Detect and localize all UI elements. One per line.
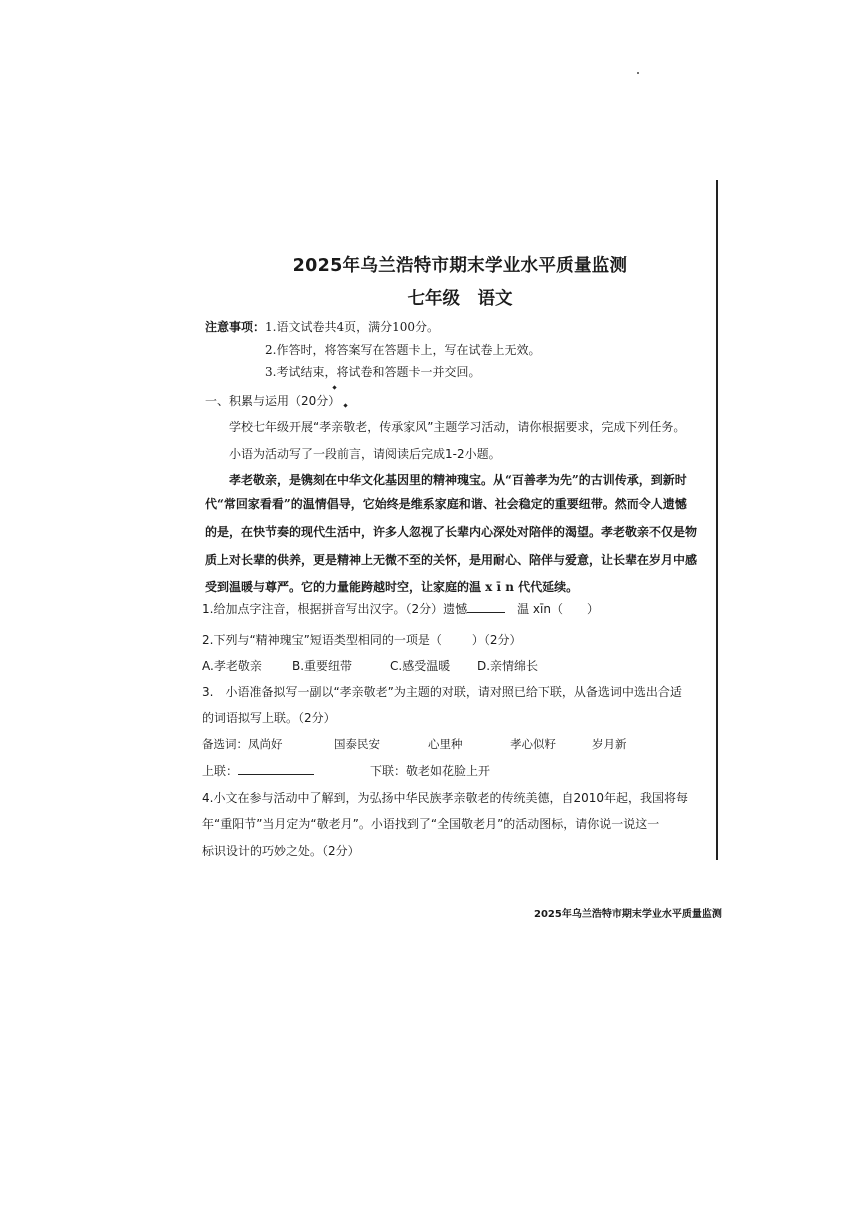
option-b[interactable]: B.重要纽带 [292, 659, 353, 673]
question-3-line-2: 的词语拟写上联。（2分） [202, 711, 336, 725]
couplet-line [202, 762, 490, 779]
candidate-4: 岁月新 [592, 737, 627, 751]
question-1-text: 1.给加点字注音，根据拼音写出汉字。（2分）遗憾 [202, 602, 468, 616]
answer-blank-yihan[interactable] [467, 600, 505, 613]
notice-item-2: 2.作答时，将答案写在答题卡上，写在试卷上无效。 [265, 343, 541, 357]
question-2-text: 2.下列与“精神瑰宝”短语类型相同的一项是（ [202, 633, 442, 647]
upper-couplet-blank[interactable] [238, 762, 314, 775]
option-c[interactable]: C.感受温暖 [390, 659, 451, 673]
exam-subtitle: 七年级 语文 [407, 289, 513, 309]
question-1-close: ） [586, 602, 599, 616]
notice-item-3: 3.考试结束，将试卷和答题卡一并交回。 [265, 365, 481, 379]
passage-line-5: 受到温暖与尊严。它的力量能跨越时空，让家庭的温 x ī n 代代延续。 [205, 580, 579, 594]
margin-rule [716, 180, 718, 860]
option-a[interactable]: A.孝老敬亲 [202, 659, 262, 673]
candidate-1: 国泰民安 [334, 737, 380, 751]
candidate-words [202, 736, 627, 752]
notice-line-1 [205, 318, 439, 335]
passage-line-4: 质上对长辈的供养，更是精神上无微不至的关怀，是用耐心、陪伴与爱意，让长辈在岁月中感 [205, 553, 698, 567]
question-3-line-1: 3. 小语准备拟写一副以“孝亲敬老”为主题的对联，请对照已给下联，从备选词中选出合适 [202, 685, 682, 699]
candidate-3: 孝心似籽 [510, 737, 556, 751]
question-2-options [202, 657, 538, 674]
question-1-pinyin: 温 xīn（ [517, 602, 563, 616]
question-4-line-1: 4.小文在参与活动中了解到，为弘扬中华民族孝亲敬老的传统美德，自2010年起，我国将每 [202, 791, 688, 805]
candidates-label: 备选词：凤尚好 [202, 737, 283, 751]
section-intro-2: 小语为活动写了一段前言，请阅读后完成1-2小题。 [229, 447, 501, 461]
section-intro-1: 学校七年级开展“孝亲敬老，传承家风”主题学习活动，请你根据要求，完成下列任务。 [229, 420, 686, 434]
notice-item-1: 1.语文试卷共4页，满分100分。 [265, 320, 440, 334]
notice-label: 注意事项： [205, 320, 266, 334]
question-1 [202, 600, 599, 617]
lower-couplet: 下联：敬老如花脸上开 [370, 764, 491, 778]
section-heading: 一、积累与运用（20分） [205, 394, 341, 408]
option-d[interactable]: D.亲情绵长 [477, 659, 539, 673]
scan-mark [343, 403, 347, 407]
question-4-line-3: 标识设计的巧妙之处。（2分） [202, 844, 360, 858]
candidate-2: 心里种 [428, 737, 463, 751]
page-footer: 2025年乌兰浩特市期末学业水平质量监测 [534, 909, 722, 920]
scan-speck [637, 72, 639, 74]
exam-title: 2025年乌兰浩特市期末学业水平质量监测 [292, 256, 628, 276]
passage-line-2: 代“常回家看看”的温情倡导，它始终是维系家庭和谐、社会稳定的重要纽带。然而令人遗憾 [205, 497, 687, 511]
question-4-line-2: 年“重阳节”当月定为“敬老月”。小语找到了“全国敬老月”的活动图标，请你说一说这一 [202, 817, 660, 831]
question-2-score: ）（2分） [471, 633, 522, 647]
passage-line-1: 孝老敬亲，是镌刻在中华文化基因里的精神瑰宝。从“百善孝为先”的古训传承，到新时 [229, 473, 687, 487]
scan-mark [332, 385, 336, 389]
passage-line-3: 的是，在快节奏的现代生活中，许多人忽视了长辈内心深处对陪伴的渴望。孝老敬亲不仅是物 [205, 525, 698, 539]
upper-couplet-label: 上联： [202, 764, 239, 778]
question-2 [202, 631, 522, 648]
